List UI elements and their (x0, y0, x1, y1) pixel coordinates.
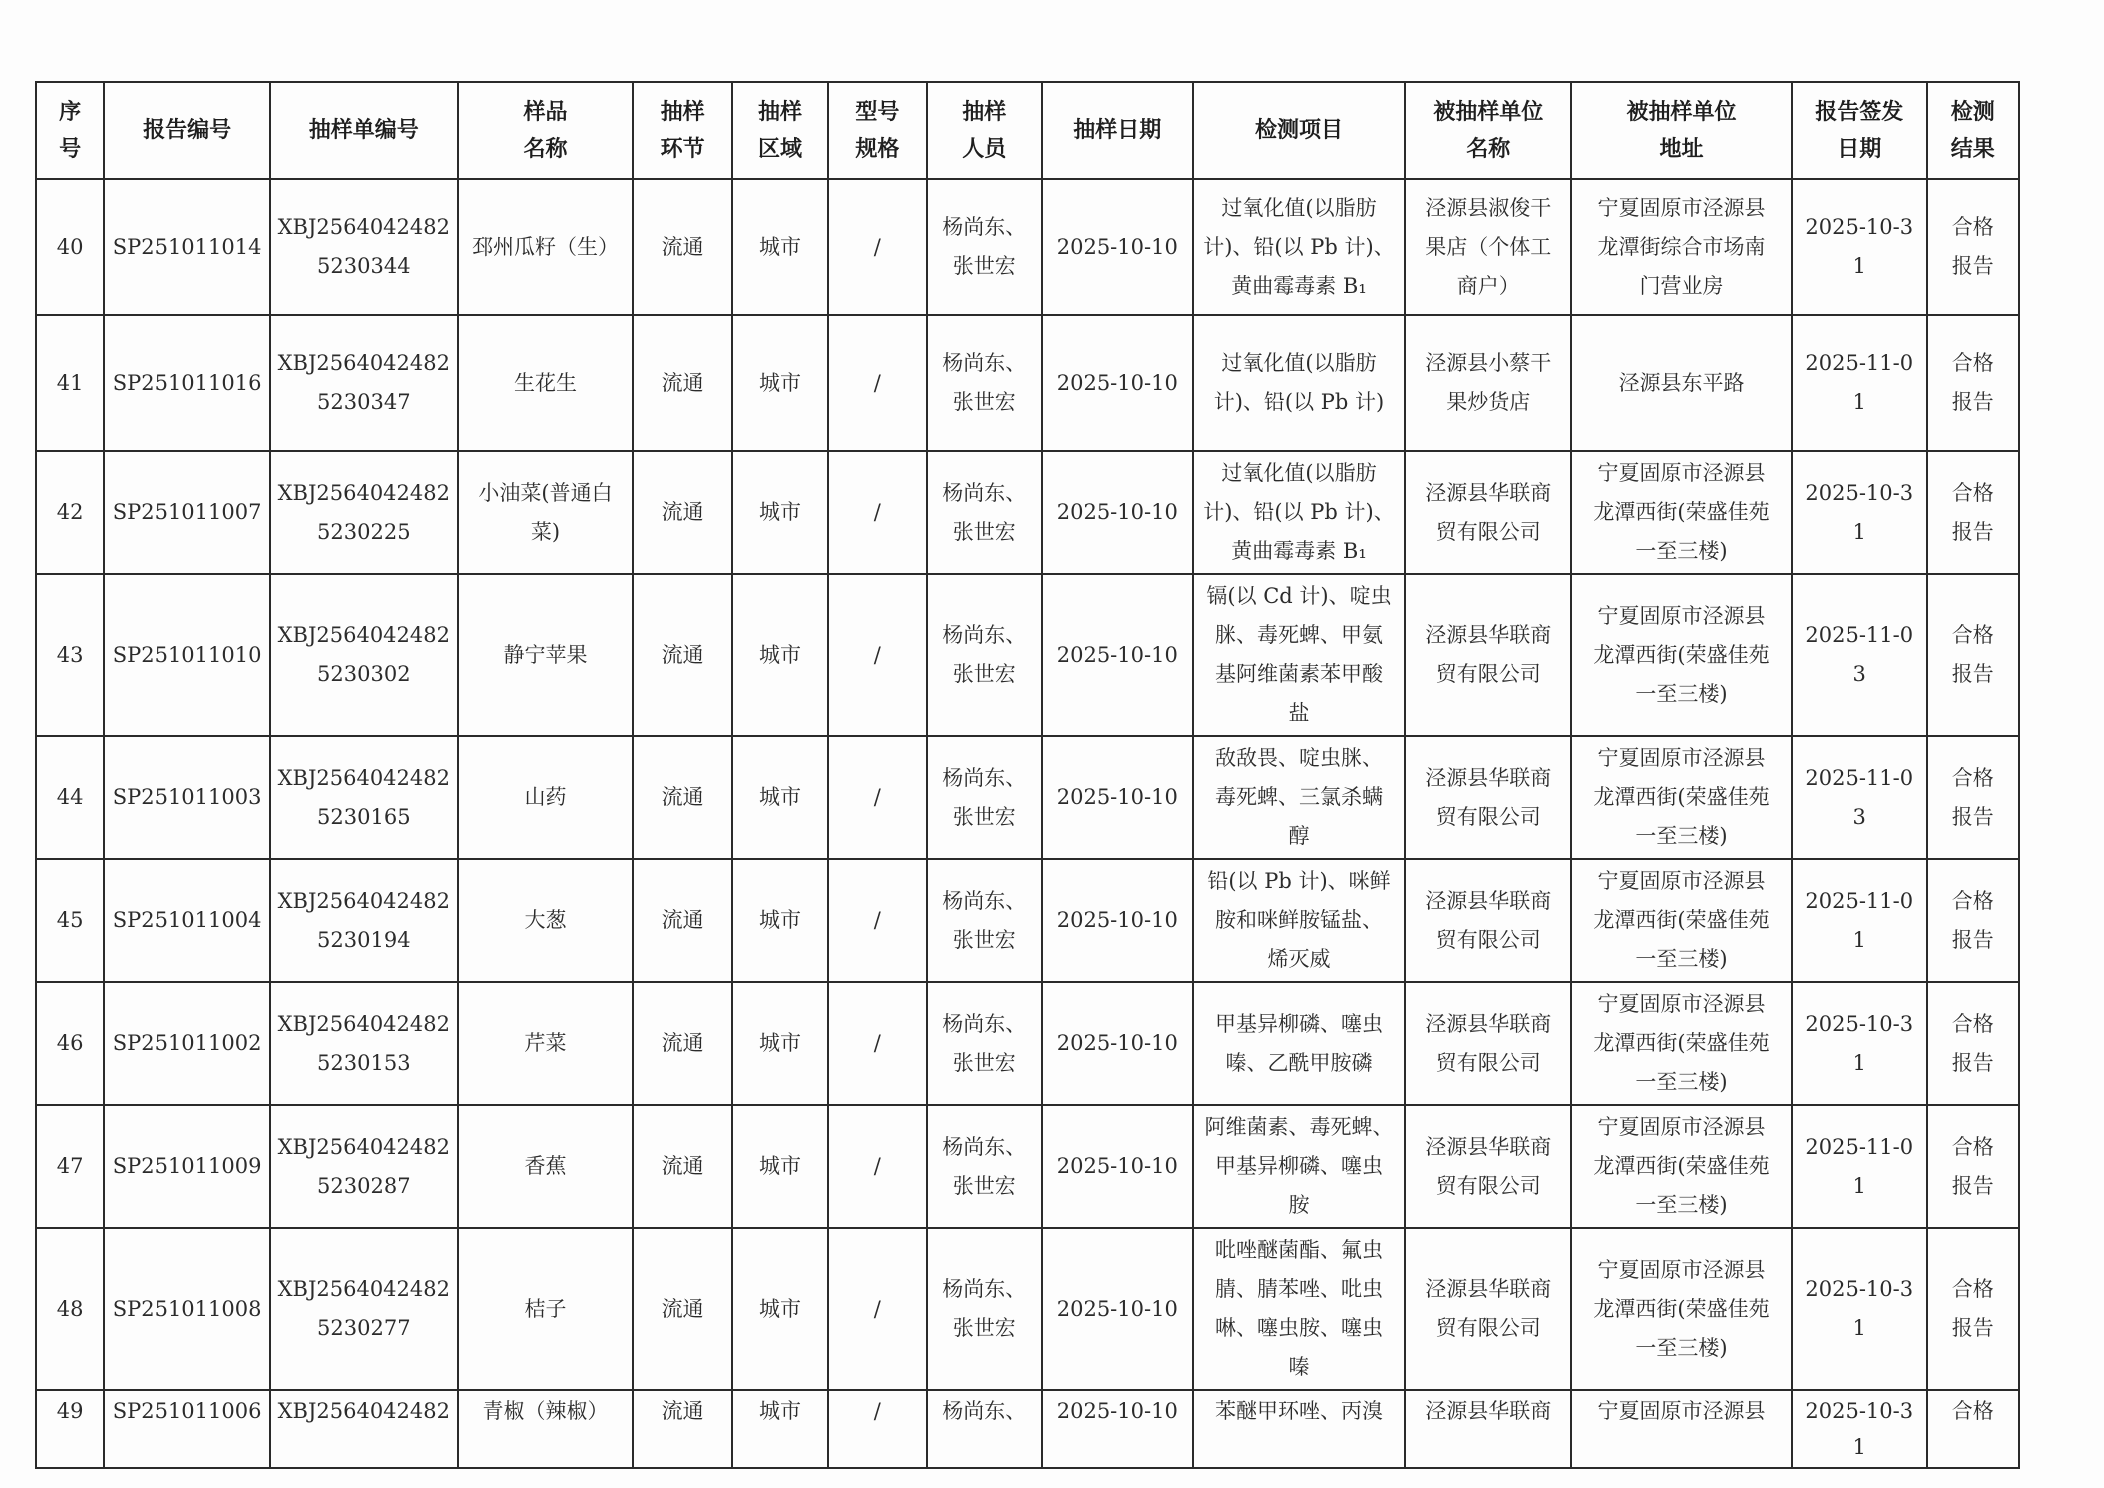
cell-sampling-date: 2025-10-10 (1042, 1390, 1193, 1468)
cell-sampling-staff: 杨尚东、 张世宏 (927, 451, 1042, 574)
cell-sampled-unit-address: 宁夏固原市泾源县 龙潭街综合市场南 门营业房 (1571, 179, 1792, 315)
header-report-issue-date: 报告签发 日期 (1792, 82, 1927, 179)
cell-test-items: 阿维菌素、毒死蜱、 甲基异柳磷、噻虫 胺 (1193, 1105, 1406, 1228)
cell-model-spec: / (828, 1390, 926, 1468)
cell-test-result: 合格 报告 (1927, 179, 2020, 315)
header-report-number: 报告编号 (104, 82, 270, 179)
cell-sampling-date: 2025-10-10 (1042, 315, 1193, 451)
cell-test-items: 吡唑醚菌酯、氟虫 腈、腈苯唑、吡虫 啉、噻虫胺、噻虫 嗪 (1193, 1228, 1406, 1390)
header-test-result: 检测 结果 (1927, 82, 2020, 179)
table-row (36, 982, 2019, 1105)
cell-report-number: SP251011003 (104, 736, 270, 859)
table-row (36, 736, 2019, 859)
cell-index: 40 (36, 179, 104, 315)
cell-sample-name: 芹菜 (458, 982, 634, 1105)
cell-sampling-date: 2025-10-10 (1042, 1105, 1193, 1228)
cell-sampling-area: 城市 (732, 451, 828, 574)
cell-sampling-staff: 杨尚东、 张世宏 (927, 1228, 1042, 1390)
cell-report-number: SP251011009 (104, 1105, 270, 1228)
cell-report-number: SP251011014 (104, 179, 270, 315)
cell-test-items: 过氧化值(以脂肪 计)、铅(以 Pb 计)、 黄曲霉毒素 B₁ (1193, 451, 1406, 574)
cell-sampling-area: 城市 (732, 859, 828, 982)
cell-sampling-form-number: XBJ2564042482 5230153 (270, 982, 458, 1105)
cell-report-number: SP251011010 (104, 574, 270, 736)
cell-sample-name: 青椒（辣椒） (458, 1390, 634, 1468)
cell-report-issue-date: 2025-11-01 (1792, 315, 1927, 451)
cell-index: 46 (36, 982, 104, 1105)
cell-test-items: 过氧化值(以脂肪 计)、铅(以 Pb 计) (1193, 315, 1406, 451)
table-row (36, 1228, 2019, 1390)
cell-sampling-staff: 杨尚东、 (927, 1390, 1042, 1468)
cell-sampling-area: 城市 (732, 982, 828, 1105)
header-sampled-unit-address: 被抽样单位 地址 (1571, 82, 1792, 179)
cell-test-result: 合格 报告 (1927, 574, 2020, 736)
cell-sampling-date: 2025-10-10 (1042, 451, 1193, 574)
cell-report-number: SP251011007 (104, 451, 270, 574)
cell-model-spec: / (828, 736, 926, 859)
header-sampling-area: 抽样 区域 (732, 82, 828, 179)
cell-sampled-unit-address: 宁夏固原市泾源县 龙潭西街(荣盛佳苑 一至三楼) (1571, 1228, 1792, 1390)
header-model-spec: 型号 规格 (828, 82, 926, 179)
cell-test-result: 合格 报告 (1927, 859, 2020, 982)
cell-report-number: SP251011006 (104, 1390, 270, 1468)
cell-index: 44 (36, 736, 104, 859)
cell-sample-name: 静宁苹果 (458, 574, 634, 736)
cell-report-issue-date: 2025-11-01 (1792, 859, 1927, 982)
cell-model-spec: / (828, 574, 926, 736)
cell-sample-name: 生花生 (458, 315, 634, 451)
cell-sampling-stage: 流通 (633, 451, 731, 574)
cell-sampling-form-number: XBJ2564042482 (270, 1390, 458, 1468)
cell-sampling-area: 城市 (732, 1105, 828, 1228)
cell-test-result: 合格 报告 (1927, 736, 2020, 859)
cell-sampled-unit-address: 泾源县东平路 (1571, 315, 1792, 451)
cell-report-issue-date: 2025-11-03 (1792, 574, 1927, 736)
cell-sampling-area: 城市 (732, 736, 828, 859)
cell-sampling-stage: 流通 (633, 1390, 731, 1468)
cell-test-items: 敌敌畏、啶虫脒、 毒死蜱、三氯杀螨 醇 (1193, 736, 1406, 859)
header-sample-name: 样品 名称 (458, 82, 634, 179)
cell-sampling-area: 城市 (732, 574, 828, 736)
cell-sampled-unit-name: 泾源县淑俊干 果店（个体工 商户） (1405, 179, 1571, 315)
cell-index: 41 (36, 315, 104, 451)
cell-sampled-unit-name: 泾源县小蔡干 果炒货店 (1405, 315, 1571, 451)
cell-model-spec: / (828, 1228, 926, 1390)
cell-sampling-date: 2025-10-10 (1042, 982, 1193, 1105)
cell-test-items: 镉(以 Cd 计)、啶虫 脒、毒死蜱、甲氨 基阿维菌素苯甲酸 盐 (1193, 574, 1406, 736)
cell-sampled-unit-address: 宁夏固原市泾源县 龙潭西街(荣盛佳苑 一至三楼) (1571, 859, 1792, 982)
table-header-row (36, 82, 2019, 179)
cell-sampled-unit-name: 泾源县华联商 贸有限公司 (1405, 1228, 1571, 1390)
cell-report-number: SP251011016 (104, 315, 270, 451)
cell-sampling-date: 2025-10-10 (1042, 859, 1193, 982)
cell-test-result: 合格 报告 (1927, 451, 2020, 574)
cell-test-items: 过氧化值(以脂肪 计)、铅(以 Pb 计)、 黄曲霉毒素 B₁ (1193, 179, 1406, 315)
cell-sampling-staff: 杨尚东、 张世宏 (927, 574, 1042, 736)
header-test-items: 检测项目 (1193, 82, 1406, 179)
table-row (36, 574, 2019, 736)
cell-sample-name: 香蕉 (458, 1105, 634, 1228)
cell-sampled-unit-name: 泾源县华联商 贸有限公司 (1405, 451, 1571, 574)
cell-sampling-stage: 流通 (633, 859, 731, 982)
cell-test-result: 合格 报告 (1927, 1228, 2020, 1390)
cell-sample-name: 桔子 (458, 1228, 634, 1390)
cell-sampling-date: 2025-10-10 (1042, 1228, 1193, 1390)
table-row (36, 179, 2019, 315)
cell-sampling-stage: 流通 (633, 1105, 731, 1228)
cell-sampling-area: 城市 (732, 179, 828, 315)
table-row (36, 315, 2019, 451)
cell-sampled-unit-address: 宁夏固原市泾源县 龙潭西街(荣盛佳苑 一至三楼) (1571, 982, 1792, 1105)
cell-sampled-unit-name: 泾源县华联商 贸有限公司 (1405, 982, 1571, 1105)
cell-sampling-staff: 杨尚东、 张世宏 (927, 859, 1042, 982)
cell-report-issue-date: 2025-11-03 (1792, 736, 1927, 859)
table-row (36, 451, 2019, 574)
cell-sampling-date: 2025-10-10 (1042, 179, 1193, 315)
cell-sampling-staff: 杨尚东、 张世宏 (927, 315, 1042, 451)
cell-sample-name: 邳州瓜籽（生） (458, 179, 634, 315)
cell-sampling-area: 城市 (732, 315, 828, 451)
cell-test-result: 合格 报告 (1927, 315, 2020, 451)
cell-sampling-stage: 流通 (633, 736, 731, 859)
cell-test-items: 苯醚甲环唑、丙溴 (1193, 1390, 1406, 1468)
table-row (36, 1105, 2019, 1228)
cell-test-items: 甲基异柳磷、噻虫 嗪、乙酰甲胺磷 (1193, 982, 1406, 1105)
cell-sampled-unit-name: 泾源县华联商 (1405, 1390, 1571, 1468)
header-sampled-unit-name: 被抽样单位 名称 (1405, 82, 1571, 179)
cell-sampling-area: 城市 (732, 1228, 828, 1390)
cell-sample-name: 大葱 (458, 859, 634, 982)
cell-sampling-date: 2025-10-10 (1042, 574, 1193, 736)
cell-model-spec: / (828, 179, 926, 315)
cell-sampled-unit-name: 泾源县华联商 贸有限公司 (1405, 736, 1571, 859)
cell-sampling-stage: 流通 (633, 1228, 731, 1390)
cell-report-number: SP251011004 (104, 859, 270, 982)
cell-sampling-form-number: XBJ2564042482 5230194 (270, 859, 458, 982)
cell-test-result: 合格 (1927, 1390, 2020, 1468)
cell-sampling-stage: 流通 (633, 179, 731, 315)
cell-sampled-unit-address: 宁夏固原市泾源县 龙潭西街(荣盛佳苑 一至三楼) (1571, 1105, 1792, 1228)
cell-sampling-form-number: XBJ2564042482 5230165 (270, 736, 458, 859)
cell-test-result: 合格 报告 (1927, 982, 2020, 1105)
cell-sampling-staff: 杨尚东、 张世宏 (927, 736, 1042, 859)
cell-sampling-staff: 杨尚东、 张世宏 (927, 179, 1042, 315)
cell-sampled-unit-address: 宁夏固原市泾源县 龙潭西街(荣盛佳苑 一至三楼) (1571, 574, 1792, 736)
cell-sampling-form-number: XBJ2564042482 5230347 (270, 315, 458, 451)
cell-sampled-unit-address: 宁夏固原市泾源县 龙潭西街(荣盛佳苑 一至三楼) (1571, 451, 1792, 574)
cell-sampling-area: 城市 (732, 1390, 828, 1468)
cell-sampling-stage: 流通 (633, 315, 731, 451)
cell-model-spec: / (828, 982, 926, 1105)
cell-report-issue-date: 2025-10-31 (1792, 982, 1927, 1105)
cell-report-issue-date: 2025-10-31 (1792, 1390, 1927, 1468)
cell-sampling-stage: 流通 (633, 982, 731, 1105)
cell-sampling-form-number: XBJ2564042482 5230344 (270, 179, 458, 315)
cell-report-issue-date: 2025-10-31 (1792, 179, 1927, 315)
cell-model-spec: / (828, 451, 926, 574)
cell-test-result: 合格 报告 (1927, 1105, 2020, 1228)
header-sampling-stage: 抽样 环节 (633, 82, 731, 179)
cell-report-issue-date: 2025-10-31 (1792, 451, 1927, 574)
cell-sampling-form-number: XBJ2564042482 5230287 (270, 1105, 458, 1228)
cell-sampled-unit-name: 泾源县华联商 贸有限公司 (1405, 574, 1571, 736)
table-row (36, 1390, 2019, 1468)
cell-index: 42 (36, 451, 104, 574)
cell-model-spec: / (828, 315, 926, 451)
header-sampling-form-number: 抽样单编号 (270, 82, 458, 179)
cell-sampling-form-number: XBJ2564042482 5230225 (270, 451, 458, 574)
cell-sampling-form-number: XBJ2564042482 5230277 (270, 1228, 458, 1390)
cell-model-spec: / (828, 859, 926, 982)
cell-sampled-unit-address: 宁夏固原市泾源县 (1571, 1390, 1792, 1468)
cell-sampled-unit-address: 宁夏固原市泾源县 龙潭西街(荣盛佳苑 一至三楼) (1571, 736, 1792, 859)
cell-report-number: SP251011008 (104, 1228, 270, 1390)
header-sampling-staff: 抽样 人员 (927, 82, 1042, 179)
cell-model-spec: / (828, 1105, 926, 1228)
cell-index: 47 (36, 1105, 104, 1228)
cell-index: 49 (36, 1390, 104, 1468)
cell-index: 45 (36, 859, 104, 982)
cell-report-number: SP251011002 (104, 982, 270, 1105)
cell-sampling-staff: 杨尚东、 张世宏 (927, 982, 1042, 1105)
cell-sampling-form-number: XBJ2564042482 5230302 (270, 574, 458, 736)
cell-index: 43 (36, 574, 104, 736)
cell-sampling-stage: 流通 (633, 574, 731, 736)
cell-sampled-unit-name: 泾源县华联商 贸有限公司 (1405, 1105, 1571, 1228)
table-row (36, 859, 2019, 982)
cell-sampling-staff: 杨尚东、 张世宏 (927, 1105, 1042, 1228)
header-sampling-date: 抽样日期 (1042, 82, 1193, 179)
cell-sample-name: 小油菜(普通白 菜) (458, 451, 634, 574)
cell-report-issue-date: 2025-10-31 (1792, 1228, 1927, 1390)
cell-index: 48 (36, 1228, 104, 1390)
cell-test-items: 铅(以 Pb 计)、咪鲜 胺和咪鲜胺锰盐、 烯灭威 (1193, 859, 1406, 982)
cell-sample-name: 山药 (458, 736, 634, 859)
cell-report-issue-date: 2025-11-01 (1792, 1105, 1927, 1228)
cell-sampled-unit-name: 泾源县华联商 贸有限公司 (1405, 859, 1571, 982)
cell-sampling-date: 2025-10-10 (1042, 736, 1193, 859)
sampling-report-table (35, 81, 2020, 1469)
header-index: 序 号 (36, 82, 104, 179)
